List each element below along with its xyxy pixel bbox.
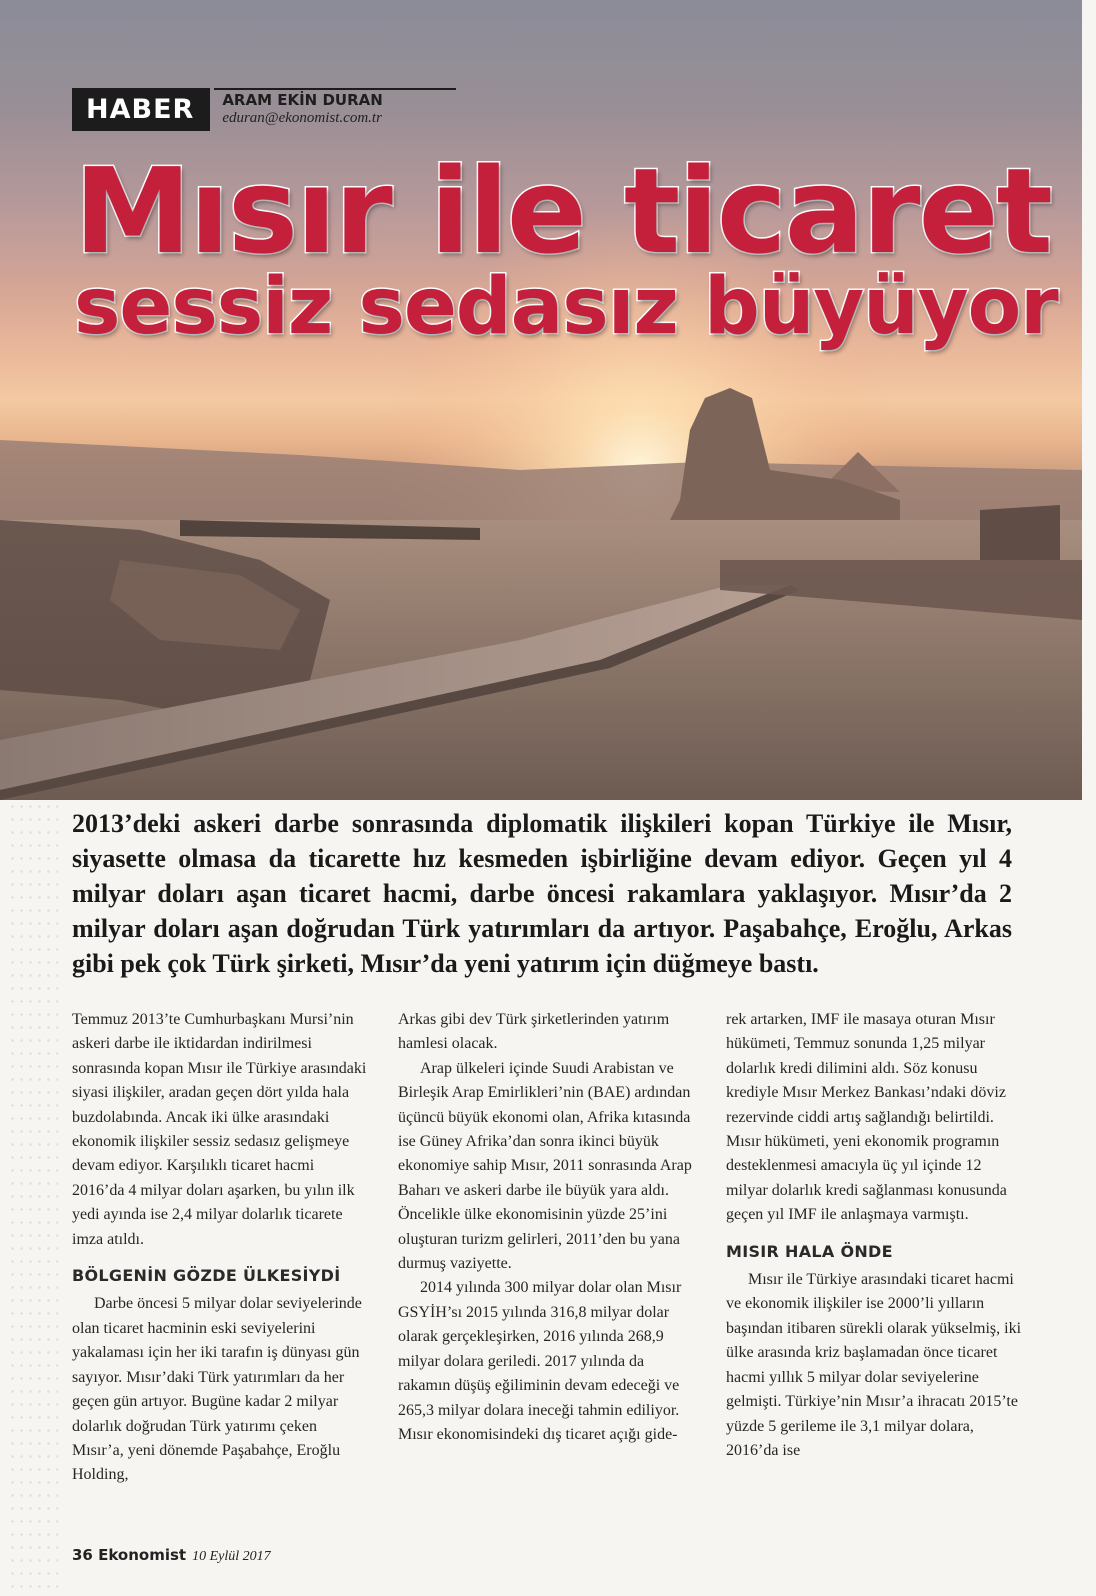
body-paragraph: Arap ülkeleri içinde Suudi Arabistan ve Birleşik Arap Emirlikleri’nin (BAE) ardından üçüncü büyük ekonomi olan, Afrika kıtasında ise Güney Afrika’dan sonra ikinci büyük ekonomiye sahip Mısır, 2011 sonrasında Arap Baharı ve askeri darbe ile büyük yara aldı. Öncelikle ülke ekonomisinin yüzde 25’ini oluşturan turizm gelirleri, 2011’den bu yana durmuş vaziyette. [398,1059,692,1273]
section-header [72,88,456,131]
body-column-1 [72,1008,368,1488]
body-paragraph: Temmuz 2013’te Cumhurbaşkanı Mursi’nin askeri darbe ile iktidardan indirilmesi sonrasında kopan Mısır ile Türkiye arasındaki siyasi ilişkiler, aradan geçen dört yılda hala buzdolabında. Ancak iki ülke arasındaki ekonomik ilişkiler sessiz sedasız gelişmeye devam ediyor. Karşılıklı ticaret hacmi 2016’da 4 milyar doları aşarken, bu yılın ilk yedi ayında ise 2,4 milyar dolarlık ticarete imza atıldı. [72,1011,367,1248]
hero-photo [0,0,1082,800]
scan-edge-noise [8,800,58,1590]
page-footer [72,1546,271,1565]
body-paragraph: 2014 yılında 300 milyar dolar olan Mısır GSYİH’sı 2015 yılında 316,8 milyar dolar olarak gerçekleşirken, 2016 yılında 268,9 milyar dolara geriledi. 2017 yılında da rakamın düşüş eğiliminin devam edeceği ve 265,3 milyar dolara ineceği tahmin ediliyor. Mısır ekonomisindeki dış ticaret açığı gide- [398,1279,682,1443]
page-number: 36 Ekonomist [72,1546,187,1564]
issue-date: 10 Eylül 2017 [192,1549,271,1564]
headline-line-1: Mısır ile ticaret [74,142,1051,280]
body-paragraph: Mısır ile Türkiye arasındaki ticaret hacmi ve ekonomik ilişkiler ise 2000’li yılların başından itibaren sürekli olarak yükselmiş, iki ülke arasında kriz başlamadan önce ticaret hacmi yıllık 5 milyar dolar seviyelerine gelmişti. Türkiye’nin Mısır’a ihracatı 2015’te yüzde 5 gerileme ile 3,1 milyar dolara, 2016’da ise [726,1271,1022,1459]
body-column-2 [398,1008,694,1447]
body-paragraph: rek artarken, IMF ile masaya oturan Mısır hükümeti, Temmuz sonunda 1,25 milyar dolarlık kredi dilimini aldı. Söz konusu krediyle Mısır Merkez Bankası’ndaki döviz rezervinde ciddi artış sağlandığı belirtildi. Mısır hükümeti, yeni ekonomik programın desteklenmesi amacıyla üç yıl içinde 12 milyar dolarlık kredi sağlanması konusunda geçen yıl IMF ile anlaşmaya varmıştı. [726,1011,1007,1224]
ruins-block [980,505,1060,560]
body-paragraph: Darbe öncesi 5 milyar dolar seviyelerinde olan ticaret hacminin eski seviyelerini yakalaması için her iki tarafın iş dünyası gün sayıyor. Mısır’daki Türk yatırımları da her geçen gün artıyor. Bugüne kadar 2 milyar dolarlık doğrudan Türk yatırımı çeken Mısır’a, yeni dönemde Paşabahçe, Eroğlu Holding, [72,1295,362,1484]
body-paragraph: Arkas gibi dev Türk şirketlerinden yatırım hamlesi olacak. [398,1011,670,1053]
body-column-3 [726,1008,1022,1463]
section-heading: BÖLGENİN GÖZDE ÜLKESİYDİ [72,1266,341,1286]
headline [74,142,1074,353]
section-heading: MISIR HALA ÖNDE [726,1241,893,1261]
lead-paragraph: 2013’deki askeri darbe sonrasında diplomatik ilişkileri kopan Türkiye ile Mısır, siyasette olmasa da ticarette hız kesmeden işbirliğine devam ediyor. Geçen yıl 4 milyar doları aşan ticaret hacmi, darbe öncesi rakamlara yaklaşıyor. Mısır’da 2 milyar doları aşan doğrudan Türk yatırımları da artıyor. Paşabahçe, Eroğlu, Arkas gibi pek çok Türk şirketi, Mısır’da yeni yatırım için düğmeye bastı. [72,809,1012,978]
headline-line-2: sessiz sedasız büyüyor [74,262,1058,353]
section-tag: HABER [72,88,210,131]
author-email: eduran@ekonomist.com.tr [222,110,382,126]
author-name: ARAM EKİN DURAN [222,91,383,109]
author-block [214,88,456,131]
